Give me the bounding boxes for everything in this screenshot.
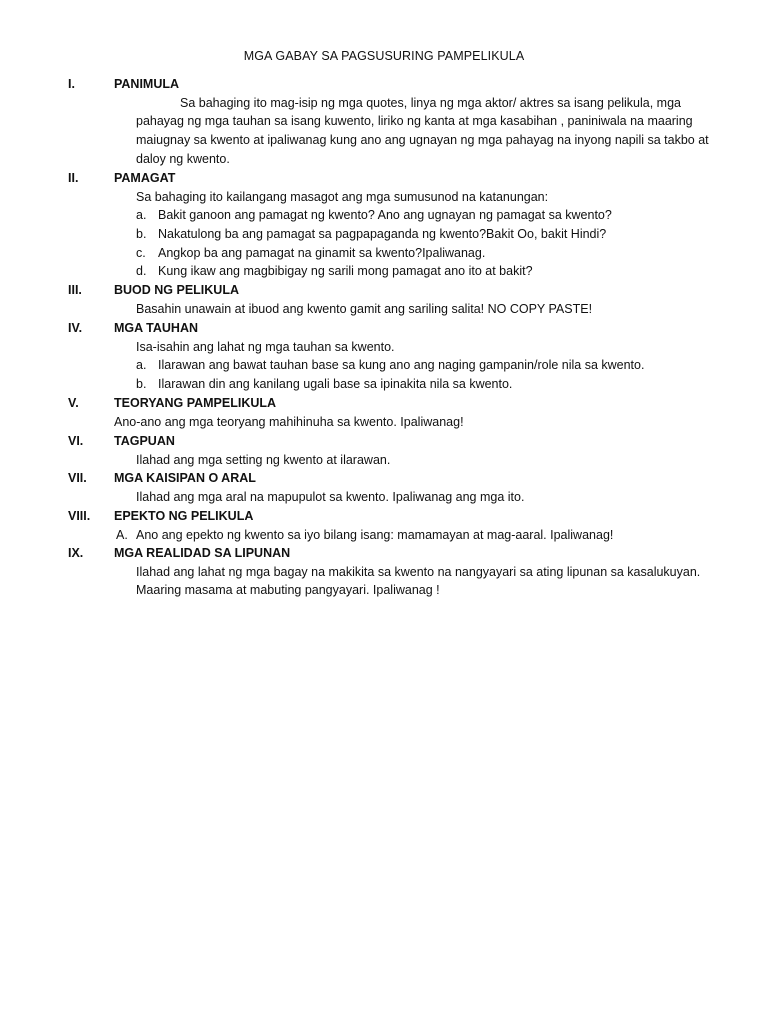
list-letter: b. (136, 227, 147, 242)
section-kaisipan (0, 469, 768, 506)
section-heading: MGA REALIDAD SA LIPUNAN (114, 546, 291, 560)
list-item (0, 206, 768, 225)
list-text: Kung ikaw ang magbibigay ng sarili mong pamagat ano ito at bakit? (158, 264, 533, 279)
section-number: VII. (68, 471, 87, 485)
paragraph-line: daloy ng kwento. (136, 151, 230, 166)
section-number: II. (68, 171, 79, 185)
paragraph-line: Sa bahaging ito mag-isip ng mga quotes, linya ng mga aktor/ aktres sa isang pelikula, mga (180, 95, 681, 110)
section-teorya (0, 394, 768, 431)
list-item (0, 375, 768, 394)
list-letter: a. (136, 358, 147, 373)
list-text: Ilarawan ang bawat tauhan base sa kung ano ang naging gampanin/role nila sa kwento. (158, 358, 645, 373)
section-heading: MGA KAISIPAN O ARAL (114, 471, 256, 485)
section-tagpuan (0, 432, 768, 469)
list-text: Angkop ba ang pamagat na ginamit sa kwento?Ipaliwanag. (158, 245, 486, 260)
section-number: VI. (68, 434, 84, 448)
list-item (0, 356, 768, 375)
section-intro: Ilahad ang mga aral na mapupulot sa kwento. Ipaliwanag ang mga ito. (136, 489, 525, 504)
paragraph-line: Maaring masama at mabuting pangyayari. Ipaliwanag ! (136, 583, 440, 598)
section-heading: TAGPUAN (114, 434, 175, 448)
section-heading: TEORYANG PAMPELIKULA (114, 396, 277, 410)
list-item (0, 526, 768, 545)
section-number: IX. (68, 546, 84, 560)
section-heading: EPEKTO NG PELIKULA (114, 509, 254, 523)
section-heading: MGA TAUHAN (114, 321, 199, 335)
list-letter: a. (136, 208, 147, 223)
section-heading: PAMAGAT (114, 171, 176, 185)
list-item (0, 225, 768, 244)
list-text: Bakit ganoon ang pamagat ng kwento? Ano ang ugnayan ng pamagat sa kwento? (158, 208, 612, 223)
section-intro: Sa bahaging ito kailangang masagot ang mga sumusunod na katanungan: (136, 189, 549, 204)
list-text: Nakatulong ba ang pamagat sa pagpapaganda ng kwento?Bakit Oo, bakit Hindi? (158, 227, 607, 242)
section-number: VIII. (68, 509, 91, 523)
section-intro: Ilahad ang mga setting ng kwento at ilarawan. (136, 452, 391, 467)
section-text: Ano-ano ang mga teoryang mahihinuha sa kwento. Ipaliwanag! (114, 414, 464, 429)
section-number: V. (68, 396, 79, 410)
section-heading: PANIMULA (114, 77, 180, 91)
list-text: Ilarawan din ang kanilang ugali base sa ipinakita nila sa kwento. (158, 377, 513, 392)
paragraph-line: Ilahad ang lahat ng mga bagay na makikita sa kwento na nangyayari sa ating lipunan sa kasalukuyan. (136, 564, 701, 579)
list-letter: A. (116, 527, 128, 542)
section-intro: Isa-isahin ang lahat ng mga tauhan sa kwento. (136, 339, 395, 354)
section-epekto (0, 507, 768, 544)
list-text: Ano ang epekto ng kwento sa iyo bilang isang: mamamayan at mag-aaral. Ipaliwanag! (136, 527, 614, 542)
section-panimula (0, 75, 768, 168)
section-number: I. (68, 77, 75, 91)
document-title: MGA GABAY SA PAGSUSURING PAMPELIKULA (243, 49, 525, 63)
section-number: IV. (68, 321, 83, 335)
section-buod (0, 281, 768, 318)
list-item (0, 262, 768, 281)
section-pamagat (0, 169, 768, 281)
paragraph-line: maiugnay sa kwento at ipaliwanag kung ano ang ugnayan ng mga pahayag na inyong napili sa takbo at (136, 133, 709, 148)
list-letter: d. (136, 264, 147, 279)
list-letter: b. (136, 377, 147, 392)
section-tauhan (0, 319, 768, 394)
section-heading: BUOD NG PELIKULA (114, 283, 239, 297)
list-item (0, 244, 768, 263)
paragraph-line: pahayag ng mga tauhan sa isang kuwento, liriko ng kanta at mga kasabihan , paniniwala na maaring (136, 114, 693, 129)
section-realidad (0, 544, 768, 600)
section-number: III. (68, 283, 82, 297)
section-intro: Basahin unawain at ibuod ang kwento gamit ang sariling salita! NO COPY PASTE! (136, 301, 593, 316)
list-letter: c. (136, 245, 146, 260)
